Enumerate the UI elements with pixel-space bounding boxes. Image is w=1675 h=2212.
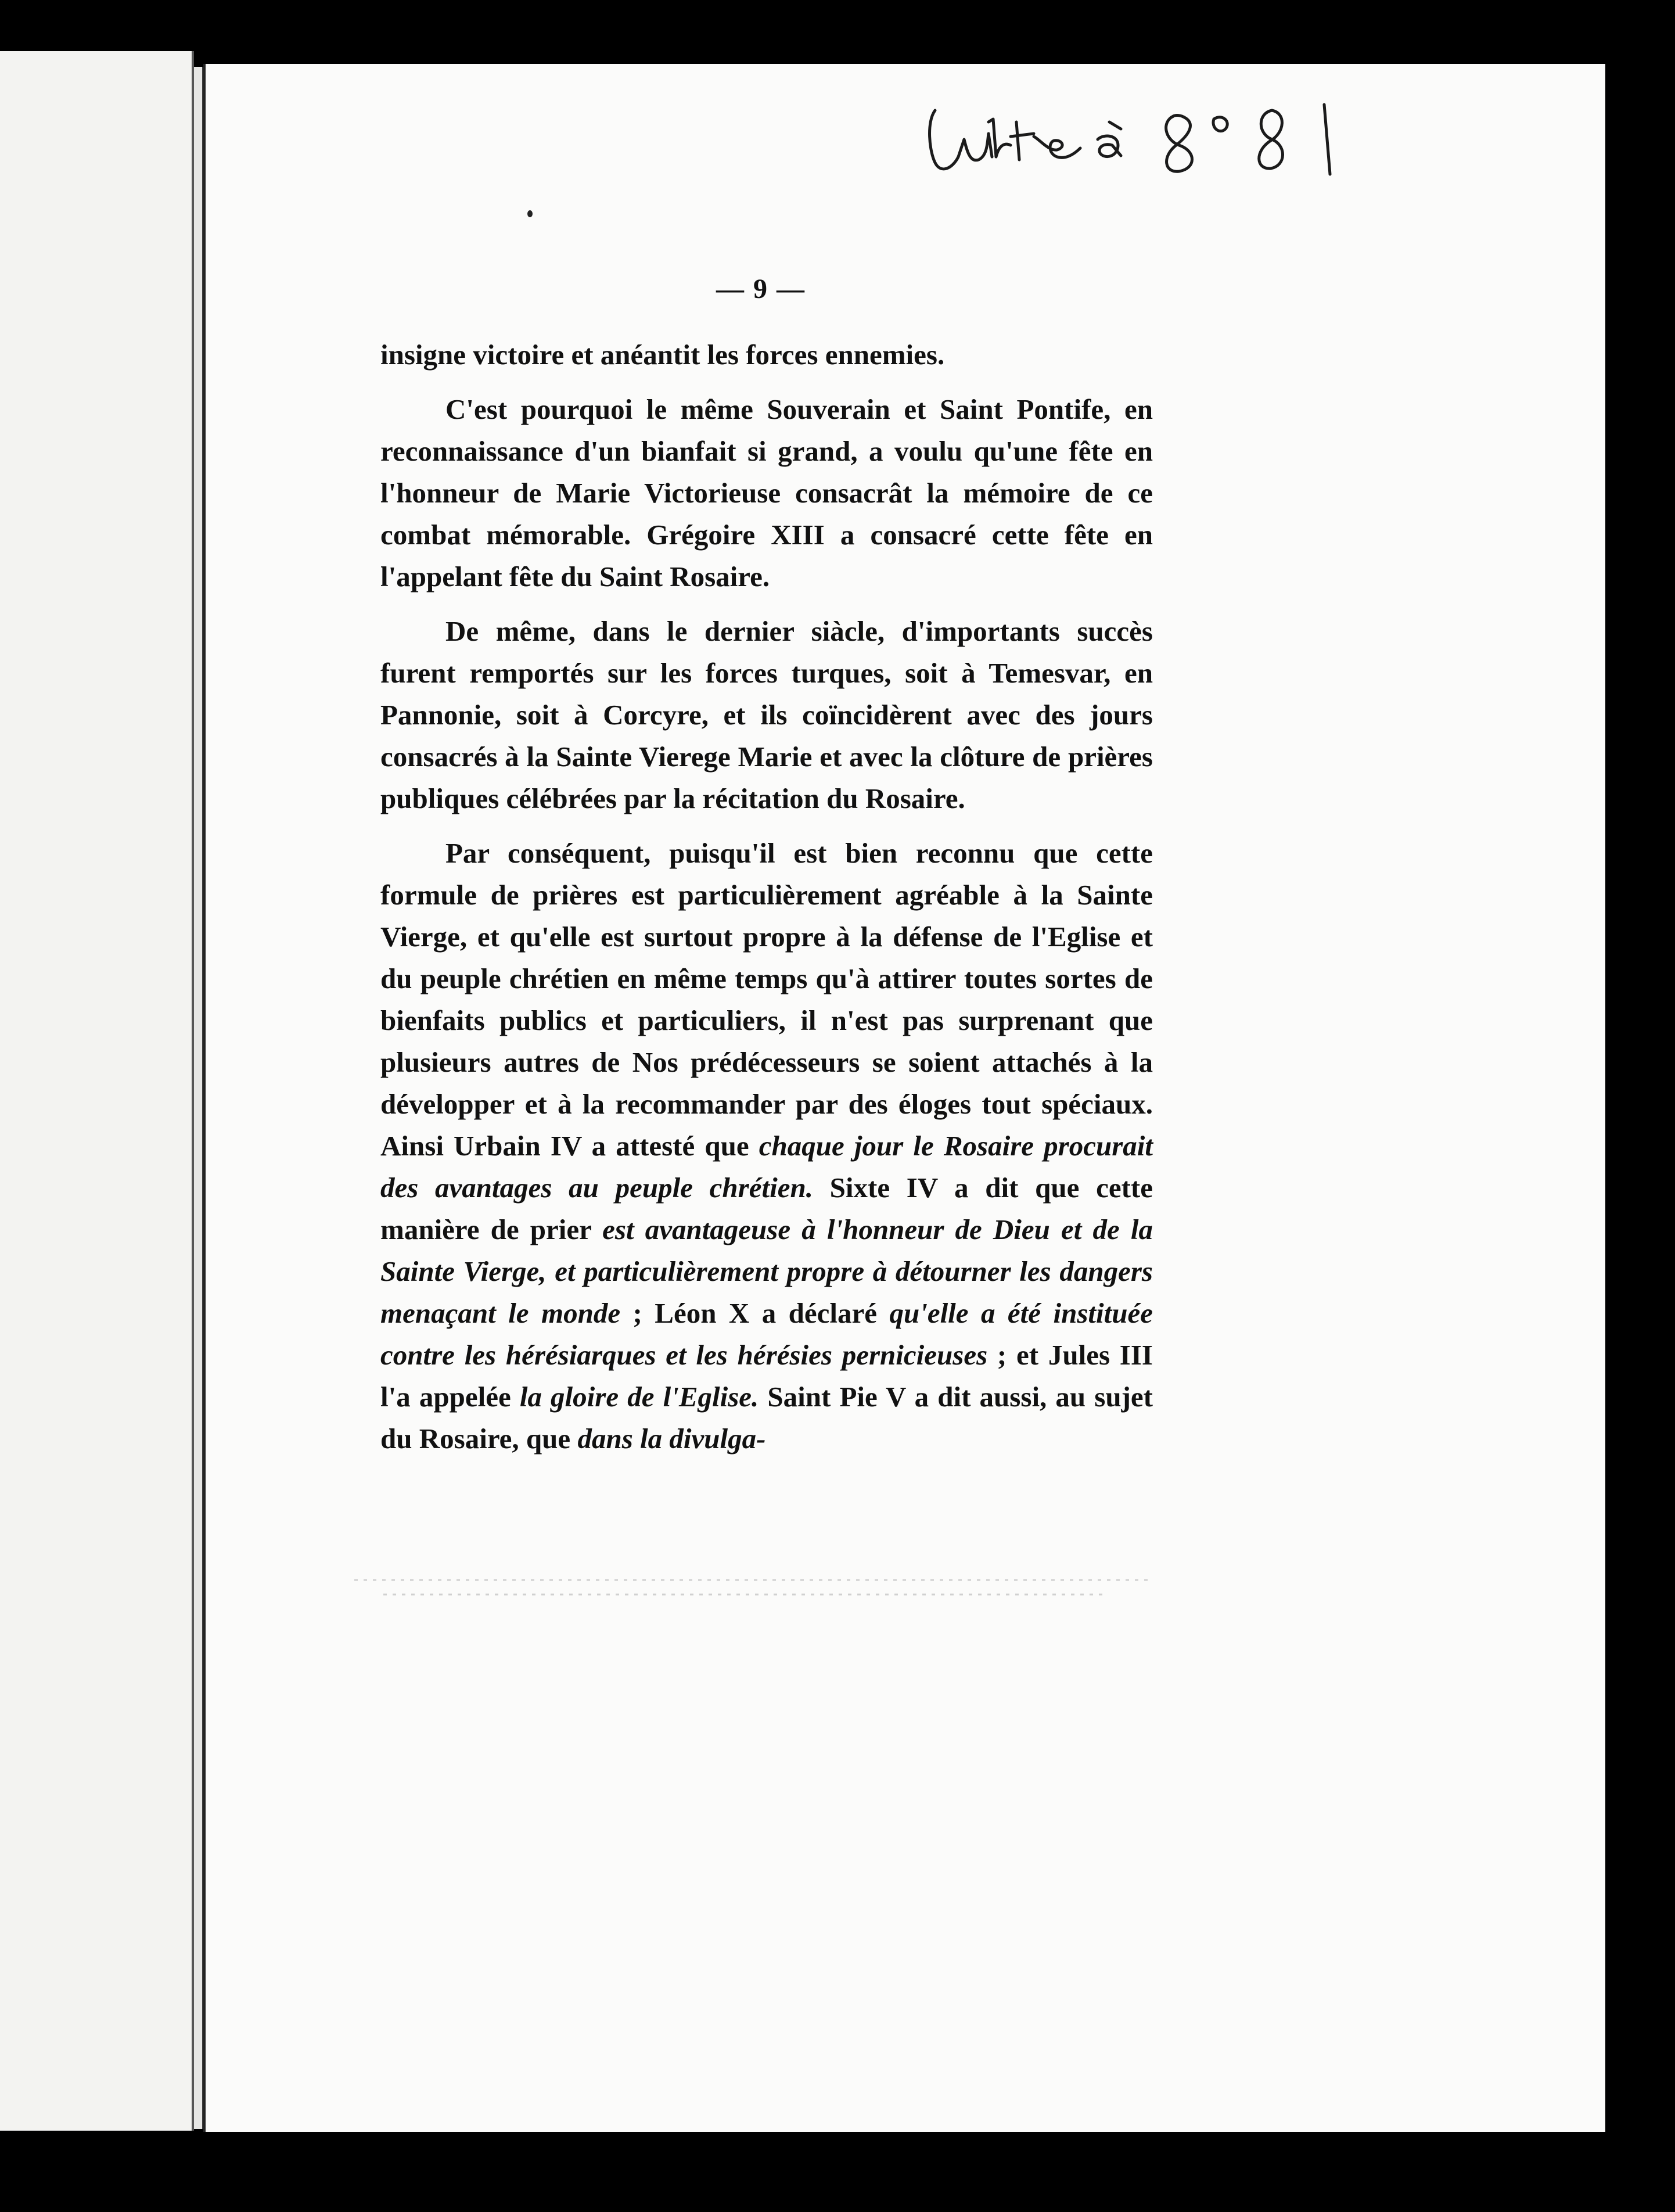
ink-speck (527, 210, 533, 217)
text-segment: Saint Pie V a dit aussi, au sujet du Rosaire, que (380, 1381, 1153, 1455)
text-segment: Par conséquent, puisqu'il est bien reconnu que cette formule de prières est particulièrement agréable à la Sainte Vierge, et qu'elle est surtout propre à la défense de l'Eglise et du peuple chrétien en même temps qu'à attirer toutes sortes de bienfaits publics et particuliers, il n'est pas surprenant que plusieurs autres de Nos prédécesseurs se soient attachés à la développer et à la recommander par des éloges tout spéciaux. Ainsi Urbain IV a attesté que (380, 837, 1153, 1162)
paragraph-turkish-victories: De même, dans le dernier siàcle, d'importants succès furent remportés sur les forces turques, soit à Temesvar, en Pannonie, soit à Corcyre, et ils coïncidèrent avec des jours consacrés à la Sainte Vierege Marie et avec la clôture de prières publiques célébrées par la récitation du Rosaire. (380, 615, 1153, 814)
italic-quote: chaque jour le Rosaire procurait des avantages au peuple chrétien. (380, 1130, 1153, 1204)
show-through-ink-bleed (348, 1568, 1162, 1603)
italic-quote: dans la divulga- (577, 1423, 766, 1455)
paragraph-continuation: insigne victoire et anéantit les forces ennemies. (380, 339, 945, 371)
paragraph-predecessors (380, 832, 1153, 1460)
body-text (380, 334, 1153, 1473)
italic-quote: est avantageuse à l'honneur de Dieu et de la Sainte Vierge, et particulièrement propre à détourner les dangers menaçant le monde (380, 1213, 1153, 1329)
handwritten-shelfmark-annotation (923, 87, 1376, 192)
italic-quote: qu'elle a été instituée contre les hérésiarques et les hérésies pernicieuses (380, 1297, 1153, 1371)
italic-quote: la gloire de l'Eglise. (519, 1381, 759, 1413)
left-page-margin (0, 51, 194, 2131)
text-segment: Sixte IV a dit que cette manière de prier (380, 1172, 1153, 1245)
page-number: — 9 — (716, 274, 806, 304)
page-fold-edge (194, 67, 204, 2129)
text-segment: ; et Jules III l'a appelée (380, 1339, 1153, 1413)
paragraph-feast-institution: C'est pourquoi le même Souverain et Saint Pontife, en reconnaissance d'un bianfait si grand, a voulu qu'une fête en l'honneur de Marie Victorieuse consacrât la mémoire de ce combat mémorable. Grégoire XIII a consacré cette fête en l'appelant fête du Saint Rosaire. (380, 393, 1153, 592)
text-segment: ; Léon X a déclaré (620, 1297, 890, 1329)
